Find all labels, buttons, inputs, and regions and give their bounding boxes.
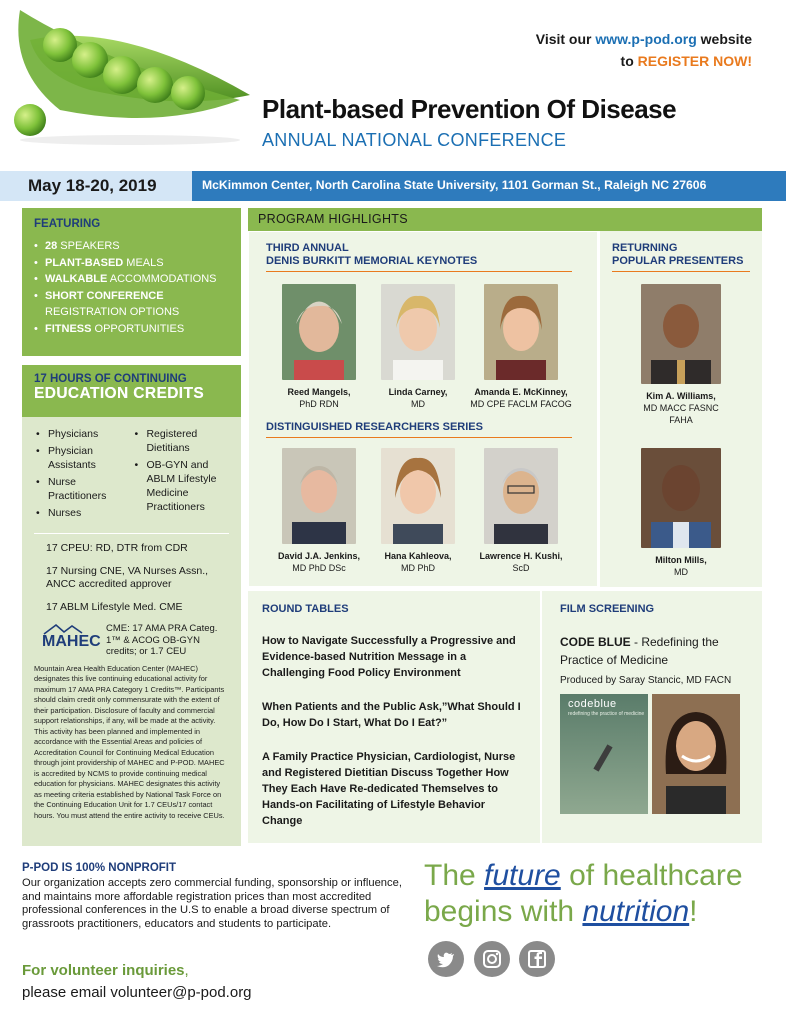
mahec-logo: MAHEC xyxy=(42,623,98,651)
facebook-icon[interactable] xyxy=(519,941,555,977)
featuring-item: • PLANT-BASED MEALS xyxy=(34,255,229,272)
round-table-item: When Patients and the Public Ask,”What Should I Do, How Do I Start, What Do I Eat?” xyxy=(262,701,521,729)
event-dates: May 18-20, 2019 xyxy=(0,171,192,201)
program-highlights-heading: PROGRAM HIGHLIGHTS xyxy=(248,208,762,231)
round-tables-heading: ROUND TABLES xyxy=(262,603,349,615)
speaker-card: Lawrence H. Kushi, ScD xyxy=(466,448,576,574)
education-credits-panel xyxy=(22,362,241,846)
twitter-icon[interactable] xyxy=(428,941,464,977)
speaker-photo xyxy=(484,284,558,380)
speaker-card: Milton Mills, MD xyxy=(626,448,736,578)
film-producer: Produced by Saray Stancic, MD FACN xyxy=(560,675,732,686)
divider xyxy=(34,533,229,534)
speaker-card: Reed Mangels, PhD RDN xyxy=(264,284,374,410)
speaker-photo xyxy=(641,448,721,548)
round-tables-panel xyxy=(248,591,540,843)
featuring-item: • WALKABLE ACCOMMODATIONS xyxy=(34,271,229,288)
website-link[interactable]: www.p-pod.org xyxy=(595,31,697,47)
featuring-item: • 28 SPEAKERS xyxy=(34,238,229,255)
featuring-panel xyxy=(22,208,241,356)
keynotes-heading: THIRD ANNUAL DENIS BURKITT MEMORIAL KEYNOTES xyxy=(266,242,572,272)
audience-item: • Nurses xyxy=(34,506,132,520)
film-screening-panel xyxy=(542,591,762,843)
credit-line: 17 ABLM Lifestyle Med. CME xyxy=(46,600,183,613)
event-venue: McKimmon Center, North Carolina State University, 1101 Gorman St., Raleigh NC 27606 xyxy=(202,178,707,192)
volunteer-section: For volunteer inquiries, please email volunteer@p-pod.org xyxy=(22,960,252,1004)
audience-item: • Nurse Practitioners xyxy=(34,475,132,503)
audience-item: • Physicians xyxy=(34,427,132,441)
audience-item: • OB-GYN and ABLM Lifestyle Medicine Practitioners xyxy=(132,458,229,514)
speaker-card: Hana Kahleova, MD PhD xyxy=(363,448,473,574)
page-title: Plant-based Prevention Of Disease xyxy=(262,94,677,124)
credit-line: 17 Nursing CNE, VA Nurses Assn., ANCC accredited approver xyxy=(46,564,209,590)
poster-title: codeblue xyxy=(568,698,617,710)
speaker-card: David J.A. Jenkins, MD PhD DSc xyxy=(264,448,374,574)
poster-tagline: redefining the practice of medicine xyxy=(568,711,645,717)
speaker-card: Amanda E. McKinney, MD CPE FACLM FACOG xyxy=(466,284,576,410)
round-table-item: How to Navigate Successfully a Progressive and Evidence-based Nutrition Message in a Challenging Food Policy Environment xyxy=(262,635,516,679)
visit-website-callout xyxy=(536,28,752,72)
audience-list xyxy=(34,427,229,523)
nonprofit-section xyxy=(22,862,402,932)
film-heading: FILM SCREENING xyxy=(560,603,655,615)
volunteer-email[interactable]: please email volunteer@p-pod.org xyxy=(22,984,252,1001)
film-poster xyxy=(560,694,648,814)
speaker-card: Linda Carney, MD xyxy=(363,284,473,410)
credits-heading-2: EDUCATION CREDITS xyxy=(34,385,205,402)
featuring-item: • SHORT CONFERENCE REGISTRATION OPTIONS xyxy=(34,288,229,321)
accreditation-fine-print: Mountain Area Health Education Center (MAHEC) designates this live continuing educational activity for maximum 17 AMA PRA Category 1 Credits™. Participants should claim credit only commensurate with the extent of their participation. Disclosure of faculty and commercial support relationships, if any, will be made at the activity. This activity has been planned and implemented in accordance with the Essential Areas and policies of Accreditation Council for Continuing Medical Education through joint providership of MAHEC and P-POD. MAHEC is accredited by NCMS to provide continuing medical education for physicians. MAHEC designates this activity as meeting criteria established by National Task Force on the Continuing Education Unit for 1.7 CEUs/17 contact hours. You must attend the entire activity to receive CEUs. xyxy=(34,663,225,820)
register-now-link[interactable]: REGISTER NOW! xyxy=(637,53,752,69)
audience-item: • Registered Dietitians xyxy=(132,427,229,455)
speaker-photo xyxy=(381,448,455,544)
credits-heading-1: 17 HOURS OF CONTINUING xyxy=(34,373,187,385)
mahec-block xyxy=(34,623,229,658)
researchers-heading: DISTINGUISHED RESEARCHERS SERIES xyxy=(266,421,572,438)
film-title: CODE BLUE - Redefining the Practice of Medicine xyxy=(560,635,719,667)
visit-prefix: Visit our xyxy=(535,31,592,47)
visit-suffix: website xyxy=(700,31,752,47)
featuring-list xyxy=(34,238,229,337)
film-images xyxy=(560,694,744,814)
round-table-item: A Family Practice Physician, Cardiologist, Nurse and Registered Dietitian Discuss Together How They Each Have Re-dedicated Themselves to Hands-on Facilitating of Lifestyle Behavior Change xyxy=(262,751,516,827)
speaker-card: Kim A. Williams, MD MACC FASNC FAHA xyxy=(626,284,736,426)
instagram-icon[interactable] xyxy=(474,941,510,977)
volunteer-lead: For volunteer inquiries xyxy=(22,962,185,979)
pea-pod-illustration xyxy=(0,0,260,150)
featuring-heading: FEATURING xyxy=(34,218,101,230)
register-prefix: to xyxy=(620,53,634,69)
tagline: The future of healthcare begins with nutrition! xyxy=(424,859,743,928)
speaker-photo xyxy=(282,284,356,380)
mahec-credit-text: CME: 17 AMA PRA Categ. 1™ & ACOG OB-GYN credits; or 1.7 CEU xyxy=(106,623,218,657)
credits-header xyxy=(22,365,241,417)
returning-heading: RETURNING POPULAR PRESENTERS xyxy=(612,242,750,272)
featuring-item: • FITNESS OPPORTUNITIES xyxy=(34,321,229,338)
speaker-photo xyxy=(381,284,455,380)
film-producer-photo xyxy=(652,694,740,814)
page-subtitle: ANNUAL NATIONAL CONFERENCE xyxy=(262,130,567,150)
nonprofit-heading: P-POD IS 100% NONPROFIT xyxy=(22,862,177,874)
audience-item: • Physician Assistants xyxy=(34,444,132,472)
speaker-photo xyxy=(484,448,558,544)
credit-line: 17 CPEU: RD, DTR from CDR xyxy=(46,542,188,554)
speaker-photo xyxy=(282,448,356,544)
speaker-photo xyxy=(641,284,721,384)
nonprofit-body: Our organization accepts zero commercial funding, sponsorship or influence, and maintains more affordable registration prices than most accredited professional conferences in the U.S to enable a broad diverse spectrum of grassroots practitioners, educators and students to participate. xyxy=(22,877,402,931)
